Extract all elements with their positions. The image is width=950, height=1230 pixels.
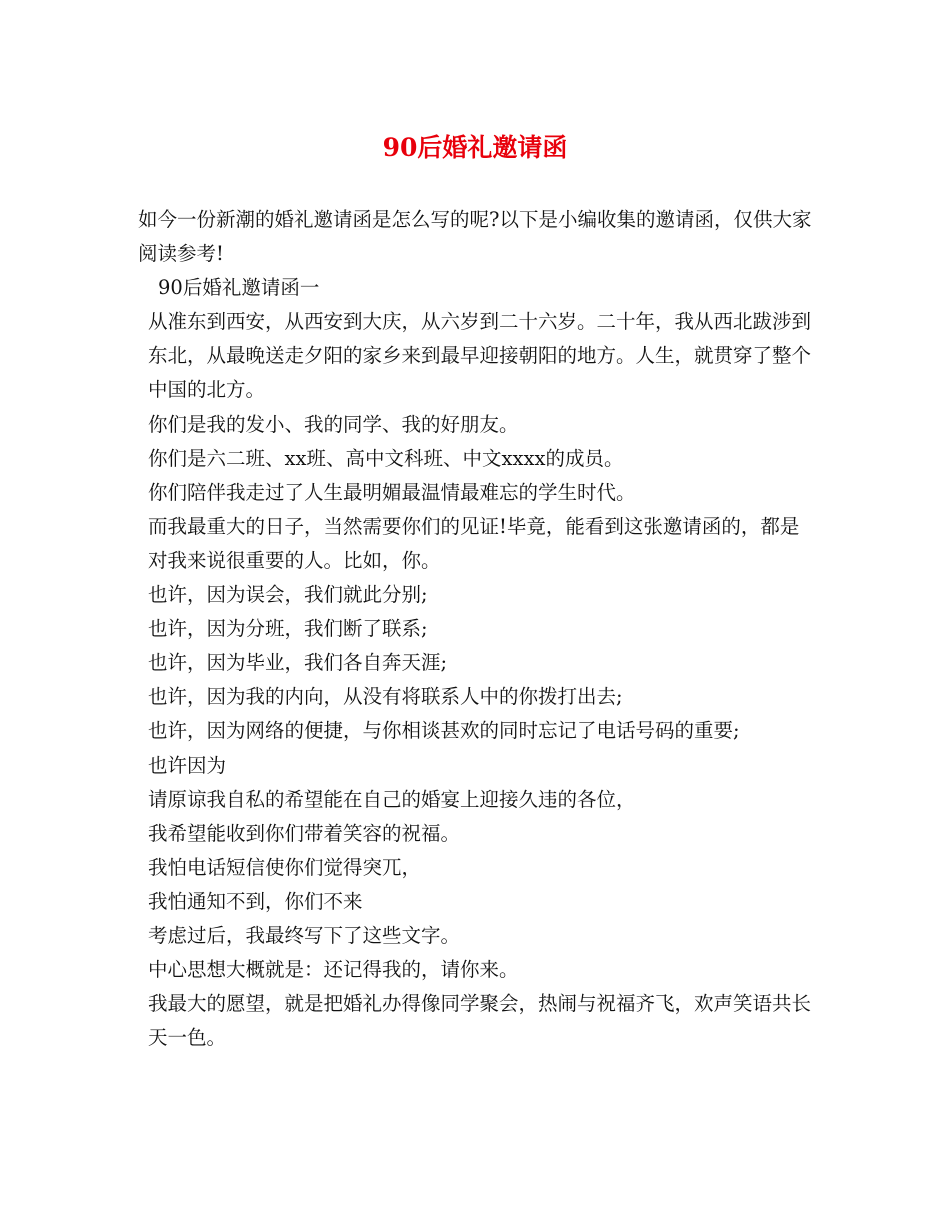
body-paragraph: 从准东到西安，从西安到大庆，从六岁到二十六岁。二十年，我从西北跋涉到东北，从最晚送走夕阳的家乡来到最早迎接朝阳的地方。人生，就贯穿了整个中国的北方。	[148, 310, 812, 402]
body-paragraph: 你们是六二班、xx班、高中文科班、中文xxxx的成员。	[148, 446, 624, 470]
section-heading: 90后婚礼邀请函一	[158, 276, 320, 300]
body-paragraph: 我最大的愿望，就是把婚礼办得像同学聚会，热闹与祝福齐飞，欢声笑语共长天一色。	[148, 992, 812, 1050]
body-paragraph: 你们陪伴我走过了人生最明媚最温情最难忘的学生时代。	[148, 480, 636, 504]
intro-paragraph: 如今一份新潮的婚礼邀请函是怎么写的呢?以下是小编收集的邀请函，仅供大家阅读参考!	[138, 208, 812, 266]
body-paragraph: 请原谅我自私的希望能在自己的婚宴上迎接久违的各位，	[148, 787, 636, 811]
body-paragraph: 我希望能收到你们带着笑容的祝福。	[148, 821, 461, 845]
body-paragraph: 也许，因为误会，我们就此分别;	[148, 583, 428, 607]
document-title: 90后婚礼邀请函	[382, 133, 568, 162]
body-paragraph: 也许，因为分班，我们断了联系;	[148, 617, 428, 641]
body-paragraph: 也许，因为网络的便捷，与你相谈甚欢的同时忘记了电话号码的重要;	[148, 719, 740, 743]
body-paragraph: 我怕电话短信使你们觉得突兀，	[148, 855, 422, 879]
body-paragraph: 中心思想大概就是：还记得我的，请你来。	[148, 958, 519, 982]
body-paragraph: 考虑过后，我最终写下了这些文字。	[148, 923, 461, 947]
body-paragraph: 也许，因为毕业，我们各自奔天涯;	[148, 651, 448, 675]
body-paragraph: 也许因为	[148, 753, 227, 777]
body-paragraph: 你们是我的发小、我的同学、我的好朋友。	[148, 412, 519, 436]
body-paragraph: 也许，因为我的内向，从没有将联系人中的你拨打出去;	[148, 685, 623, 709]
body-paragraph: 我怕通知不到，你们不来	[148, 889, 363, 913]
document-body	[138, 203, 818, 1055]
body-paragraph: 而我最重大的日子，当然需要你们的见证!毕竟，能看到这张邀请函的，都是对我来说很重要的人。比如，你。	[148, 514, 800, 572]
